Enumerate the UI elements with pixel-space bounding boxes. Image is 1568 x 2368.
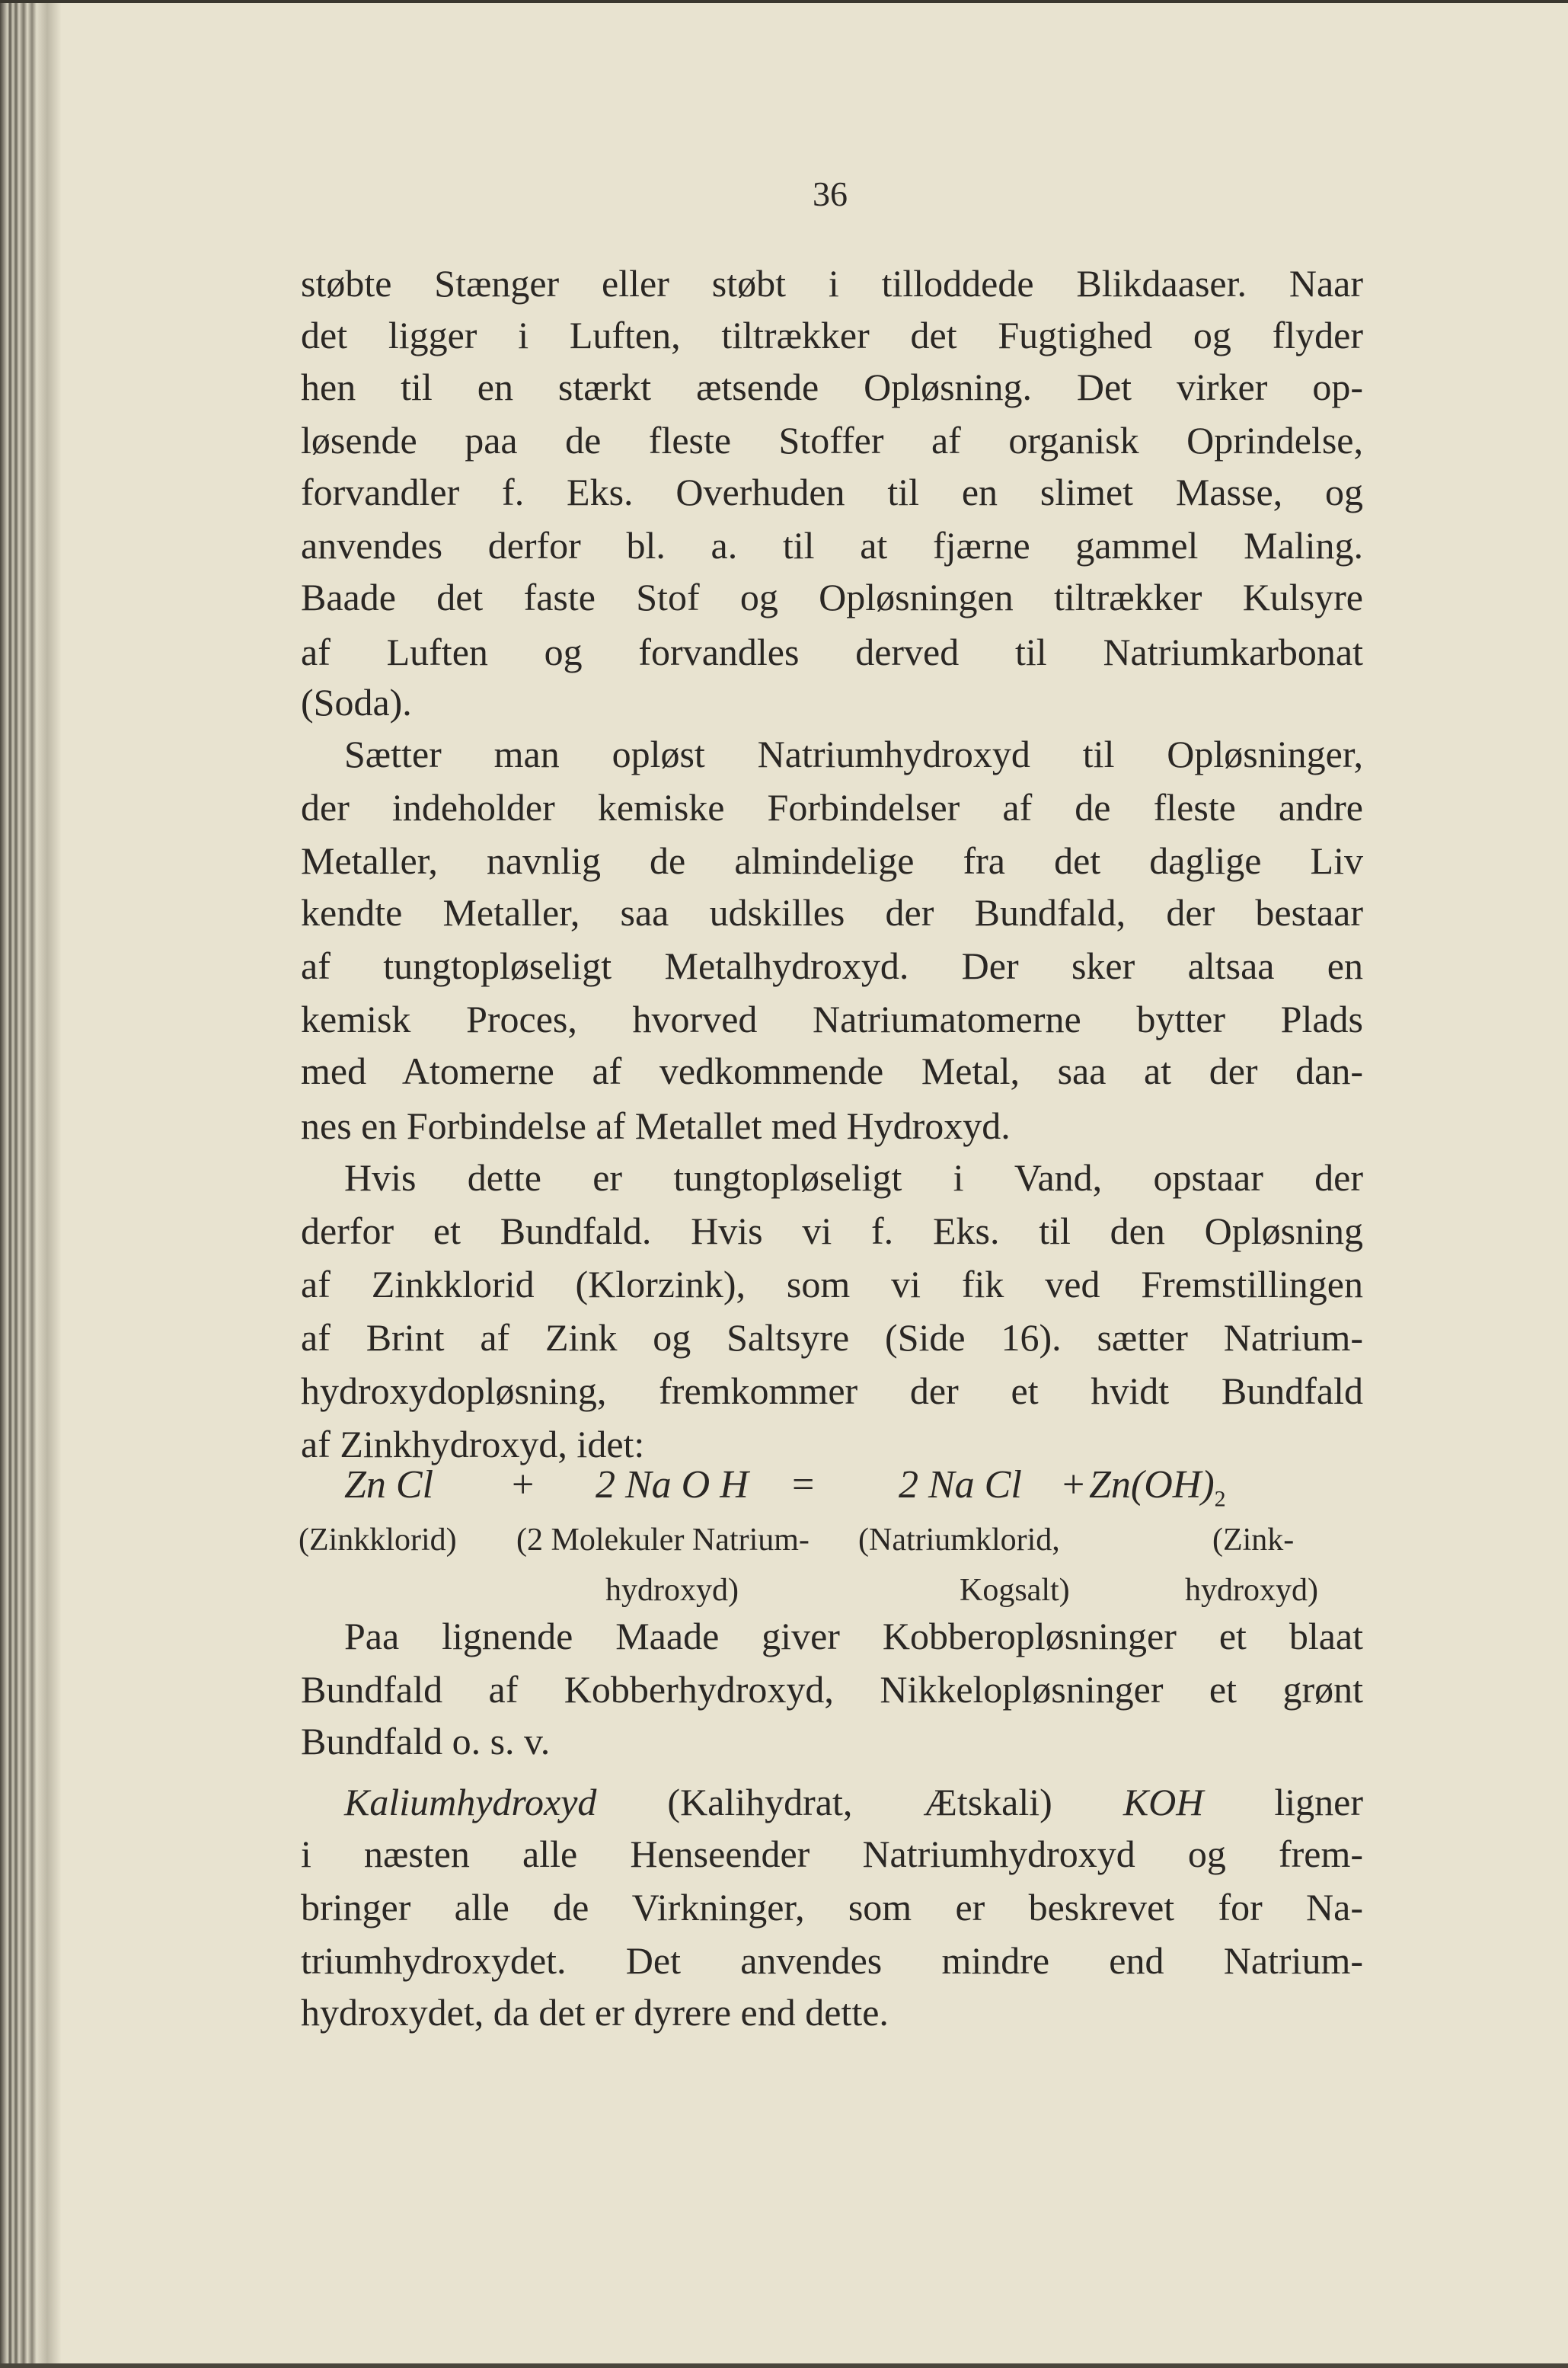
eq-znoh: Zn(OH) — [1089, 1463, 1215, 1507]
text-line: derfor et Bundfald. Hvis vi f. Eks. til den Opløsning — [301, 1210, 1363, 1252]
text-line: Baade det faste Stof og Opløsningen tiltrækker Kulsyre — [301, 576, 1363, 618]
text-line: anvendes derfor bl. a. til at fjærne gammel Maling. — [301, 524, 1363, 567]
text-line: hydroxydopløsning, fremkommer der et hvidt Bundfald — [301, 1369, 1363, 1412]
eq-znoh2 — [1089, 1462, 1226, 1512]
text-line: Bundfald o. s. v. — [301, 1720, 551, 1762]
text-line: der indeholder kemiske Forbindelser af de fleste andre — [301, 786, 1363, 829]
italic-formula: KOH — [1123, 1781, 1204, 1823]
text-line: af Zinkklorid (Klorzink), som vi fik ved Fremstillingen — [301, 1263, 1363, 1305]
eq-plus: + — [1062, 1463, 1085, 1507]
eq-naoh: 2 Na O H — [596, 1463, 749, 1507]
text-segment: ligner — [1274, 1781, 1364, 1823]
label-natriumhydroxyd-2: hydroxyd) — [605, 1573, 739, 1608]
text-line: med Atomerne af vedkommende Metal, saa at der dan- — [301, 1050, 1363, 1092]
eq-equals: = — [792, 1463, 815, 1507]
text-line: af tungtopløseligt Metalhydroxyd. Der sker altsaa en — [301, 944, 1363, 987]
text-line: kemisk Proces, hvorved Natriumatomerne bytter Plads — [301, 998, 1363, 1040]
text-line: kendte Metaller, saa udskilles der Bundfald, der bestaar — [301, 891, 1363, 934]
text-line: hydroxydet, da det er dyrere end dette. — [301, 1991, 889, 2034]
text-line: det ligger i Luften, tiltrækker det Fugtighed og flyder — [301, 314, 1363, 356]
text-line: hen til en stærkt ætsende Opløsning. Det virker op- — [301, 366, 1363, 408]
label-natriumklorid-1: (Natriumklorid, — [858, 1523, 1060, 1558]
text-line: triumhydroxydet. Det anvendes mindre end Natrium- — [301, 1939, 1363, 1982]
eq-subscript: 2 — [1214, 1486, 1226, 1512]
page-bottom-border — [0, 2363, 1568, 2368]
text-line: Paa lignende Maade giver Kobberopløsninger et blaat — [344, 1615, 1363, 1657]
book-binding-edge — [0, 0, 61, 2368]
text-line: Bundfald af Kobberhydroxyd, Nikkelopløsninger et grønt — [301, 1668, 1363, 1711]
text-line: i næsten alle Henseender Natriumhydroxyd og frem- — [301, 1833, 1363, 1875]
text-line: nes en Forbindelse af Metallet med Hydroxyd. — [301, 1104, 1011, 1147]
label-zinkhydroxyd-1: (Zink- — [1212, 1523, 1295, 1558]
text-line: Sætter man opløst Natriumhydroxyd til Opløsninger, — [344, 733, 1363, 775]
text-line: Metaller, navnlig de almindelige fra det daglige Liv — [301, 839, 1363, 882]
text-line: forvandler f. Eks. Overhuden til en slimet Masse, og — [301, 471, 1363, 513]
text-line-kaliumhydroxyd — [344, 1779, 1363, 1825]
page-top-border — [0, 0, 1568, 3]
text-segment: (Kalihydrat, Ætskali) — [667, 1781, 1052, 1823]
text-line: støbte Stænger eller støbt i tilloddede Blikdaaser. Naar — [301, 262, 1363, 305]
text-line: løsende paa de fleste Stoffer af organisk Oprindelse, — [301, 419, 1363, 462]
eq-nacl: 2 Na Cl — [899, 1463, 1022, 1507]
label-zinkhydroxyd-2: hydroxyd) — [1185, 1573, 1318, 1608]
label-natriumhydroxyd-1: (2 Molekuler Natrium- — [516, 1523, 810, 1558]
text-line: bringer alle de Virkninger, som er beskrevet for Na- — [301, 1886, 1363, 1929]
italic-term: Kaliumhydroxyd — [344, 1781, 597, 1823]
text-line: Hvis dette er tungtopløseligt i Vand, opstaar der — [344, 1156, 1363, 1199]
eq-zncl: Zn Cl — [344, 1463, 434, 1507]
page-number: 36 — [813, 174, 848, 213]
text-line: af Luften og forvandles derved til Natriumkarbonat — [301, 631, 1363, 673]
text-line: (Soda). — [301, 681, 412, 724]
text-line: af Brint af Zink og Saltsyre (Side 16). sætter Natrium- — [301, 1316, 1363, 1359]
eq-plus: + — [512, 1463, 535, 1507]
text-line: af Zinkhydroxyd, idet: — [301, 1423, 645, 1465]
label-natriumklorid-2: Kogsalt) — [960, 1573, 1070, 1608]
label-zinkklorid: (Zinkklorid) — [299, 1523, 457, 1558]
